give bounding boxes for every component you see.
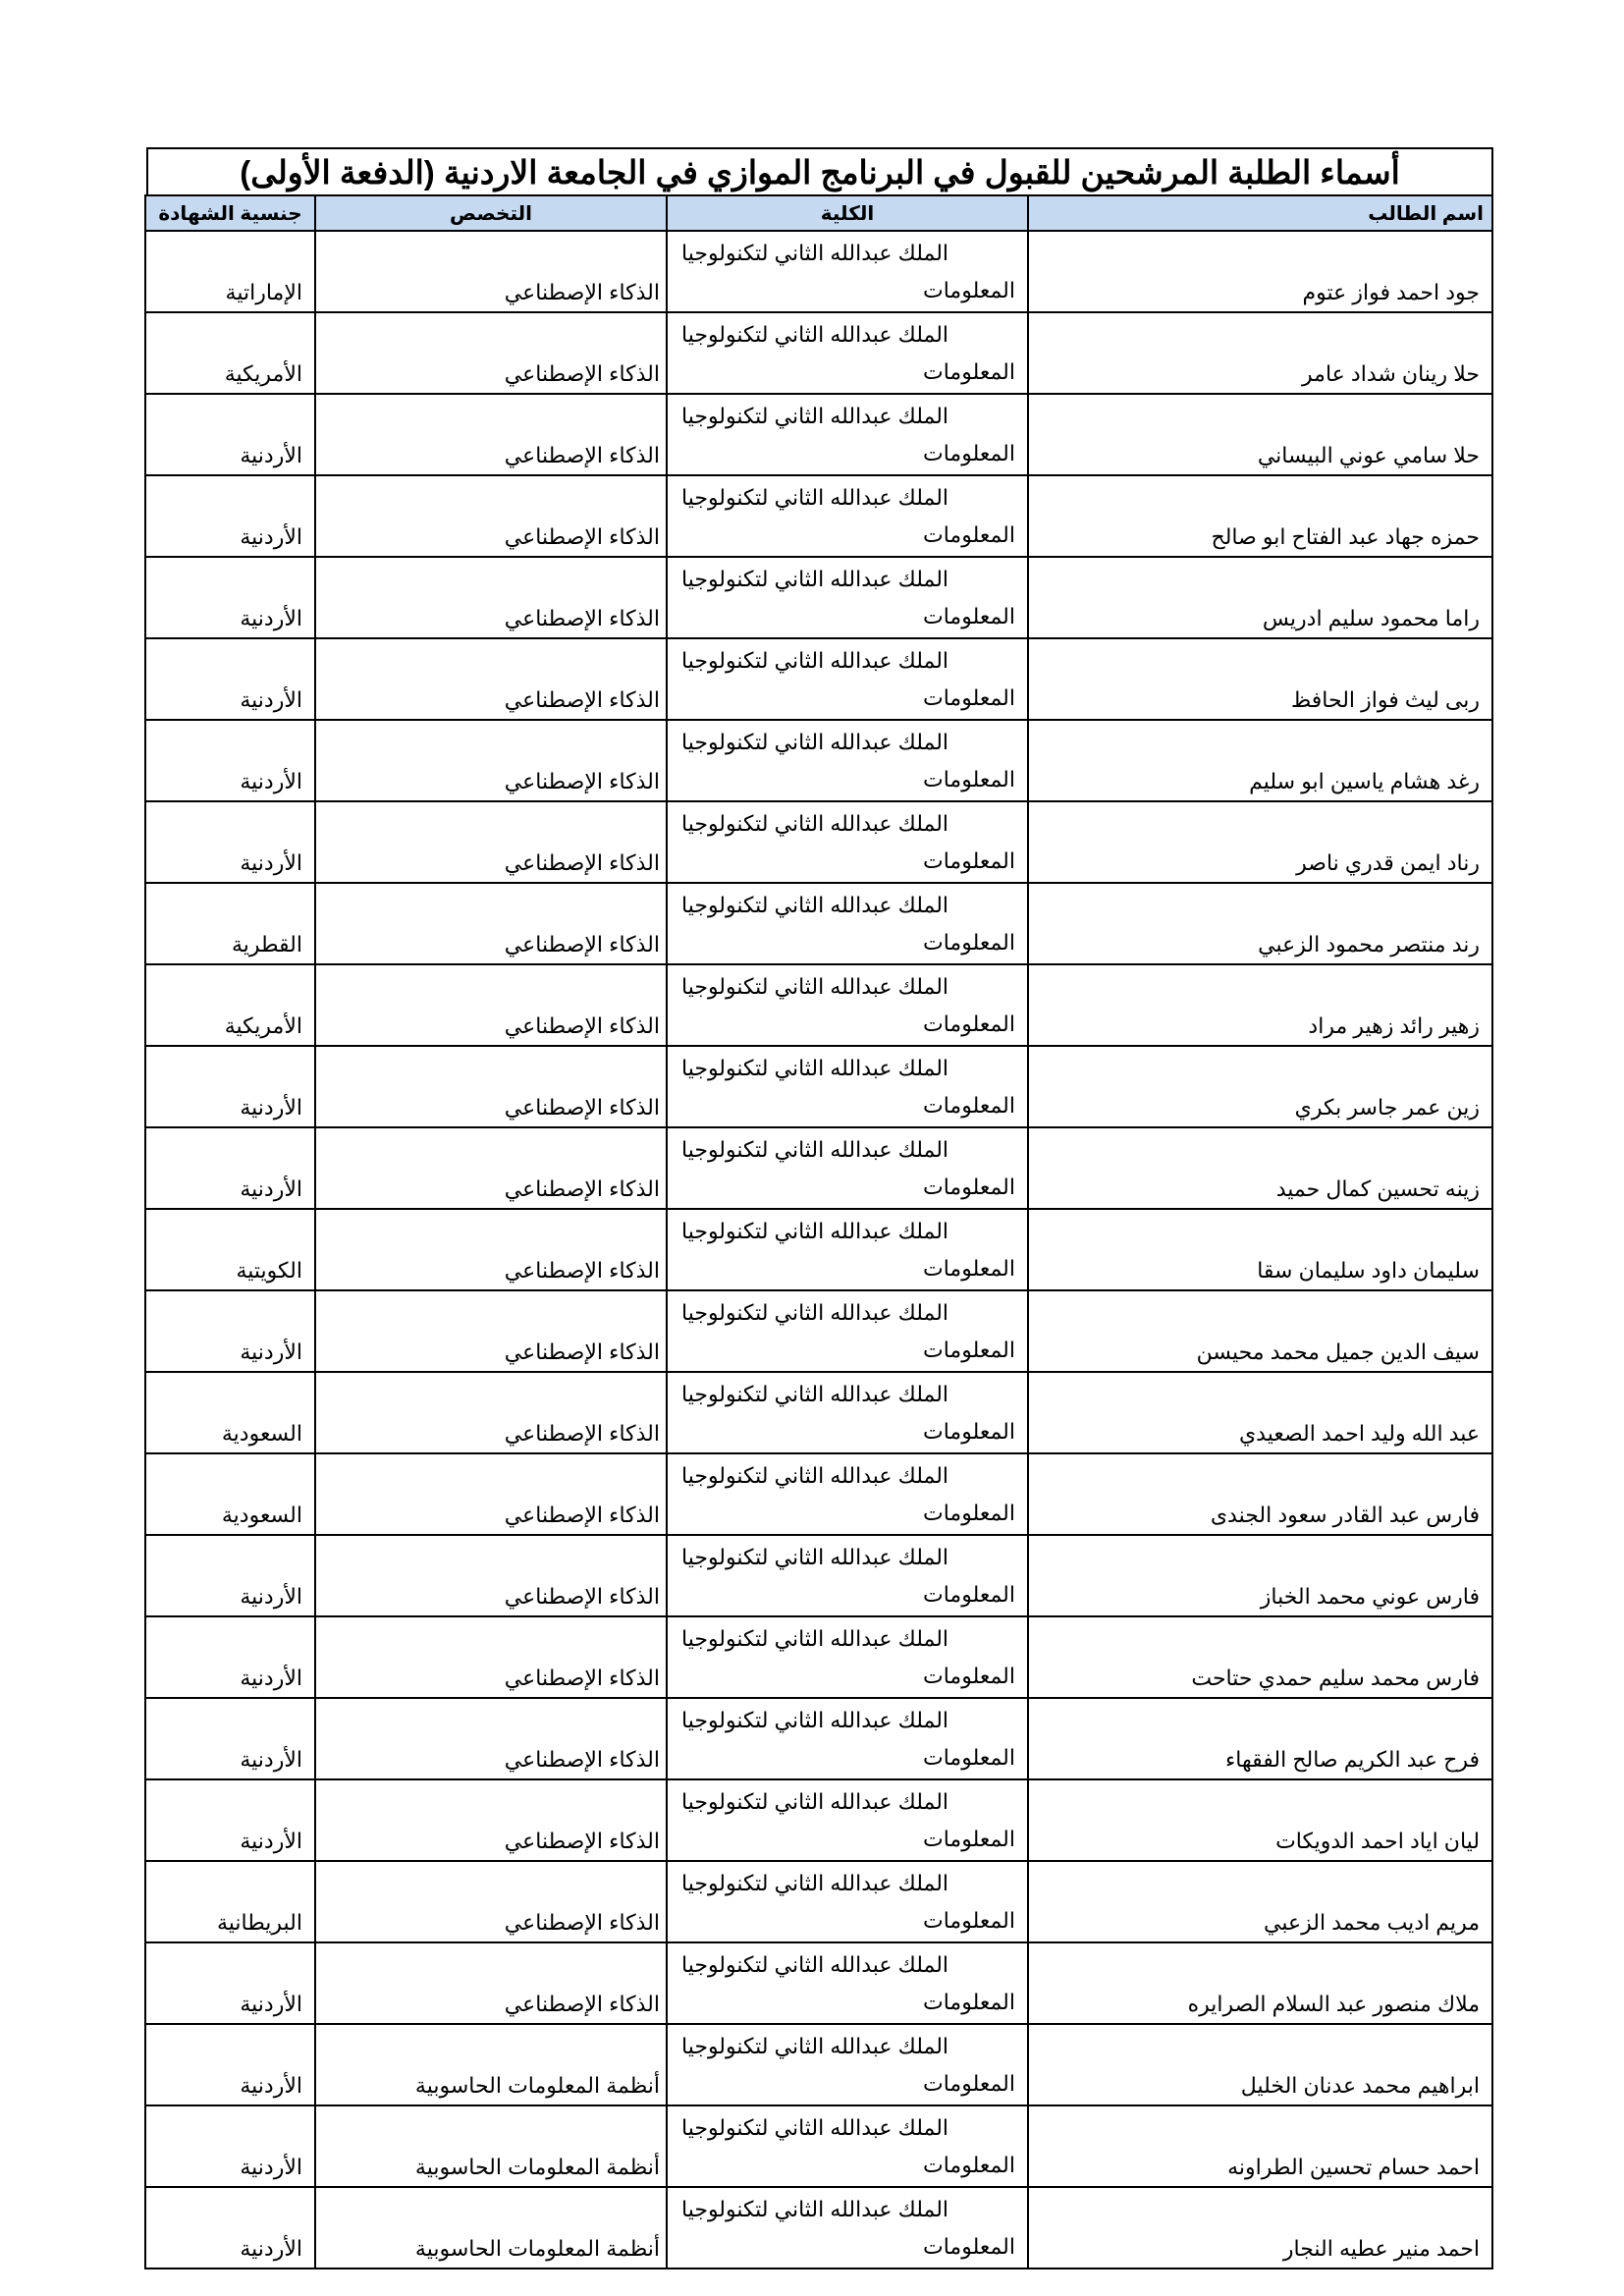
table-row [145, 1046, 1492, 1127]
college-line-1: الملك عبدالله الثاني لتكنولوجيا [681, 973, 949, 999]
college-cell [667, 1127, 1028, 1209]
college-cell [667, 1535, 1028, 1616]
nationality-cell: الأردنية [145, 475, 315, 557]
nationality-cell: الأردنية [145, 2105, 315, 2187]
student-name-cell: احمد منير عطيه النجار [1028, 2187, 1492, 2269]
college-cell [667, 1779, 1028, 1861]
nationality-cell: الأردنية [145, 1290, 315, 1372]
major-cell: الذكاء الإصطناعي [315, 638, 667, 720]
major-cell: الذكاء الإصطناعي [315, 1779, 667, 1861]
nationality-cell: الأردنية [145, 1616, 315, 1698]
nationality-cell: الأردنية [145, 2024, 315, 2105]
student-name-cell: حلا رينان شداد عامر [1028, 312, 1492, 394]
student-name-cell: فارس عوني محمد الخباز [1028, 1535, 1492, 1616]
student-name-cell: رناد ايمن قدري ناصر [1028, 801, 1492, 883]
major-cell: الذكاء الإصطناعي [315, 475, 667, 557]
nationality-cell: الأردنية [145, 1535, 315, 1616]
college-cell [667, 1046, 1028, 1127]
college-line-2: المعلومات [923, 1337, 1015, 1362]
header-nationality: جنسية الشهادة [145, 195, 315, 231]
nationality-cell: الأردنية [145, 720, 315, 801]
college-line-1: الملك عبدالله الثاني لتكنولوجيا [681, 1218, 949, 1243]
student-name-cell: مريم اديب محمد الزعبي [1028, 1861, 1492, 1942]
student-name-cell: ليان اياد احمد الدويكات [1028, 1779, 1492, 1861]
college-line-1: الملك عبدالله الثاني لتكنولوجيا [681, 1136, 949, 1162]
nationality-cell: الأمريكية [145, 312, 315, 394]
college-cell [667, 231, 1028, 312]
major-cell: الذكاء الإصطناعي [315, 557, 667, 638]
nationality-cell: الإماراتية [145, 231, 315, 312]
nationality-cell: الأردنية [145, 394, 315, 475]
students-table [144, 194, 1493, 2269]
table-row [145, 964, 1492, 1046]
college-line-1: الملك عبدالله الثاني لتكنولوجيا [681, 1544, 949, 1569]
major-cell: الذكاء الإصطناعي [315, 394, 667, 475]
nationality-cell: الأردنية [145, 557, 315, 638]
college-line-2: المعلومات [923, 929, 1015, 955]
college-line-2: المعلومات [923, 2152, 1015, 2177]
table-row [145, 231, 1492, 312]
student-name-cell: زينه تحسين كمال حميد [1028, 1127, 1492, 1209]
college-line-2: المعلومات [923, 603, 1015, 629]
college-cell [667, 1698, 1028, 1779]
college-line-2: المعلومات [923, 1907, 1015, 1933]
college-cell [667, 1372, 1028, 1453]
college-line-2: المعلومات [923, 1744, 1015, 1770]
major-cell: الذكاء الإصطناعي [315, 231, 667, 312]
nationality-cell: السعودية [145, 1372, 315, 1453]
college-line-2: المعلومات [923, 277, 1015, 302]
major-cell: الذكاء الإصطناعي [315, 801, 667, 883]
college-line-1: الملك عبدالله الثاني لتكنولوجيا [681, 1707, 949, 1732]
college-line-2: المعلومات [923, 847, 1015, 873]
college-line-1: الملك عبدالله الثاني لتكنولوجيا [681, 2033, 949, 2058]
major-cell: الذكاء الإصطناعي [315, 312, 667, 394]
major-cell: الذكاء الإصطناعي [315, 964, 667, 1046]
major-cell: الذكاء الإصطناعي [315, 1698, 667, 1779]
table-row [145, 1127, 1492, 1209]
major-cell: الذكاء الإصطناعي [315, 1290, 667, 1372]
college-line-1: الملك عبدالله الثاني لتكنولوجيا [681, 403, 949, 428]
college-line-2: المعلومات [923, 1500, 1015, 1525]
table-row [145, 1698, 1492, 1779]
college-line-1: الملك عبدالله الثاني لتكنولوجيا [681, 1870, 949, 1895]
table-row [145, 1861, 1492, 1942]
table-row [145, 2024, 1492, 2105]
major-cell: الذكاء الإصطناعي [315, 1535, 667, 1616]
college-line-1: الملك عبدالله الثاني لتكنولوجيا [681, 321, 949, 347]
college-line-2: المعلومات [923, 521, 1015, 547]
college-line-1: الملك عبدالله الثاني لتكنولوجيا [681, 1055, 949, 1080]
table-row [145, 720, 1492, 801]
college-line-1: الملك عبدالله الثاني لتكنولوجيا [681, 1951, 949, 1977]
table-row [145, 1942, 1492, 2024]
college-cell [667, 2024, 1028, 2105]
college-line-2: المعلومات [923, 1174, 1015, 1199]
college-line-2: المعلومات [923, 1255, 1015, 1281]
college-cell [667, 557, 1028, 638]
table-row [145, 883, 1492, 964]
college-line-2: المعلومات [923, 440, 1015, 465]
table-row [145, 475, 1492, 557]
college-line-1: الملك عبدالله الثاني لتكنولوجيا [681, 2114, 949, 2140]
major-cell: الذكاء الإصطناعي [315, 1861, 667, 1942]
table-row [145, 2187, 1492, 2269]
college-cell [667, 312, 1028, 394]
college-cell [667, 1209, 1028, 1290]
student-name-cell: حمزه جهاد عبد الفتاح ابو صالح [1028, 475, 1492, 557]
college-cell [667, 2187, 1028, 2269]
college-cell [667, 1942, 1028, 2024]
major-cell: الذكاء الإصطناعي [315, 883, 667, 964]
admissions-sheet [146, 147, 1493, 2269]
college-line-1: الملك عبدالله الثاني لتكنولوجيا [681, 647, 949, 673]
nationality-cell: الأمريكية [145, 964, 315, 1046]
header-major: التخصص [315, 195, 667, 231]
table-body [145, 231, 1492, 2269]
nationality-cell: الأردنية [145, 638, 315, 720]
college-cell [667, 1616, 1028, 1698]
college-line-1: الملك عبدالله الثاني لتكنولوجيا [681, 1788, 949, 1814]
college-line-2: المعلومات [923, 1581, 1015, 1607]
table-row [145, 1453, 1492, 1535]
student-name-cell: زين عمر جاسر بكري [1028, 1046, 1492, 1127]
college-cell [667, 964, 1028, 1046]
college-line-1: الملك عبدالله الثاني لتكنولوجيا [681, 2196, 949, 2221]
college-line-2: المعلومات [923, 1011, 1015, 1036]
college-cell [667, 394, 1028, 475]
major-cell: الذكاء الإصطناعي [315, 720, 667, 801]
major-cell: أنظمة المعلومات الحاسوبية [315, 2105, 667, 2187]
table-row [145, 2105, 1492, 2187]
major-cell: الذكاء الإصطناعي [315, 1372, 667, 1453]
college-cell [667, 1453, 1028, 1535]
college-line-1: الملك عبدالله الثاني لتكنولوجيا [681, 1381, 949, 1406]
nationality-cell: البريطانية [145, 1861, 315, 1942]
header-college: الكلية [667, 195, 1028, 231]
table-row [145, 312, 1492, 394]
student-name-cell: احمد حسام تحسين الطراونه [1028, 2105, 1492, 2187]
table-row [145, 1779, 1492, 1861]
nationality-cell: الأردنية [145, 1942, 315, 2024]
college-line-1: الملك عبدالله الثاني لتكنولوجيا [681, 729, 949, 754]
table-header-row [145, 195, 1492, 231]
college-line-2: المعلومات [923, 2070, 1015, 2096]
college-line-2: المعلومات [923, 2233, 1015, 2259]
college-cell [667, 720, 1028, 801]
student-name-cell: فرح عبد الكريم صالح الفقهاء [1028, 1698, 1492, 1779]
student-name-cell: سيف الدين جميل محمد محيسن [1028, 1290, 1492, 1372]
table-row [145, 638, 1492, 720]
college-line-1: الملك عبدالله الثاني لتكنولوجيا [681, 240, 949, 265]
student-name-cell: سليمان داود سليمان سقا [1028, 1209, 1492, 1290]
student-name-cell: فارس محمد سليم حمدي حتاحت [1028, 1616, 1492, 1698]
college-line-2: المعلومات [923, 684, 1015, 710]
header-student-name: اسم الطالب [1028, 195, 1492, 231]
table-row [145, 557, 1492, 638]
college-line-1: الملك عبدالله الثاني لتكنولوجيا [681, 566, 949, 591]
table-row [145, 1209, 1492, 1290]
nationality-cell: القطرية [145, 883, 315, 964]
college-line-1: الملك عبدالله الثاني لتكنولوجيا [681, 810, 949, 836]
major-cell: أنظمة المعلومات الحاسوبية [315, 2187, 667, 2269]
major-cell: الذكاء الإصطناعي [315, 1942, 667, 2024]
table-row [145, 801, 1492, 883]
college-line-2: المعلومات [923, 1663, 1015, 1688]
college-line-2: المعلومات [923, 358, 1015, 384]
student-name-cell: عبد الله وليد احمد الصعيدي [1028, 1372, 1492, 1453]
nationality-cell: الأردنية [145, 801, 315, 883]
table-row [145, 1535, 1492, 1616]
college-cell [667, 638, 1028, 720]
major-cell: أنظمة المعلومات الحاسوبية [315, 2024, 667, 2105]
document-title: أسماء الطلبة المرشحين للقبول في البرنامج الموازي في الجامعة الاردنية (الدفعة الأولى) [146, 147, 1493, 194]
college-line-2: المعلومات [923, 1092, 1015, 1118]
table-row [145, 1616, 1492, 1698]
table-row [145, 1290, 1492, 1372]
major-cell: الذكاء الإصطناعي [315, 1209, 667, 1290]
college-line-1: الملك عبدالله الثاني لتكنولوجيا [681, 1462, 949, 1488]
college-line-1: الملك عبدالله الثاني لتكنولوجيا [681, 892, 949, 917]
college-line-1: الملك عبدالله الثاني لتكنولوجيا [681, 484, 949, 510]
student-name-cell: ملاك منصور عبد السلام الصرايره [1028, 1942, 1492, 2024]
college-line-2: المعلومات [923, 1989, 1015, 2014]
nationality-cell: الكويتية [145, 1209, 315, 1290]
nationality-cell: الأردنية [145, 1127, 315, 1209]
nationality-cell: الأردنية [145, 1779, 315, 1861]
student-name-cell: فارس عبد القادر سعود الجندى [1028, 1453, 1492, 1535]
nationality-cell: السعودية [145, 1453, 315, 1535]
student-name-cell: ابراهيم محمد عدنان الخليل [1028, 2024, 1492, 2105]
college-line-2: المعلومات [923, 1418, 1015, 1444]
student-name-cell: جود احمد فواز عتوم [1028, 231, 1492, 312]
college-line-2: المعلومات [923, 766, 1015, 792]
college-cell [667, 883, 1028, 964]
college-line-1: الملك عبدالله الثاني لتكنولوجيا [681, 1625, 949, 1651]
student-name-cell: زهير رائد زهير مراد [1028, 964, 1492, 1046]
student-name-cell: حلا سامي عوني البيساني [1028, 394, 1492, 475]
college-cell [667, 2105, 1028, 2187]
college-cell [667, 1861, 1028, 1942]
nationality-cell: الأردنية [145, 1046, 315, 1127]
college-cell [667, 475, 1028, 557]
nationality-cell: الأردنية [145, 2187, 315, 2269]
major-cell: الذكاء الإصطناعي [315, 1616, 667, 1698]
table-row [145, 394, 1492, 475]
student-name-cell: رغد هشام ياسين ابو سليم [1028, 720, 1492, 801]
nationality-cell: الأردنية [145, 1698, 315, 1779]
table-row [145, 1372, 1492, 1453]
student-name-cell: راما محمود سليم ادريس [1028, 557, 1492, 638]
student-name-cell: رند منتصر محمود الزعبي [1028, 883, 1492, 964]
college-cell [667, 1290, 1028, 1372]
college-cell [667, 801, 1028, 883]
college-line-1: الملك عبدالله الثاني لتكنولوجيا [681, 1299, 949, 1325]
student-name-cell: ربى ليث فواز الحافظ [1028, 638, 1492, 720]
major-cell: الذكاء الإصطناعي [315, 1127, 667, 1209]
major-cell: الذكاء الإصطناعي [315, 1046, 667, 1127]
major-cell: الذكاء الإصطناعي [315, 1453, 667, 1535]
college-line-2: المعلومات [923, 1826, 1015, 1851]
